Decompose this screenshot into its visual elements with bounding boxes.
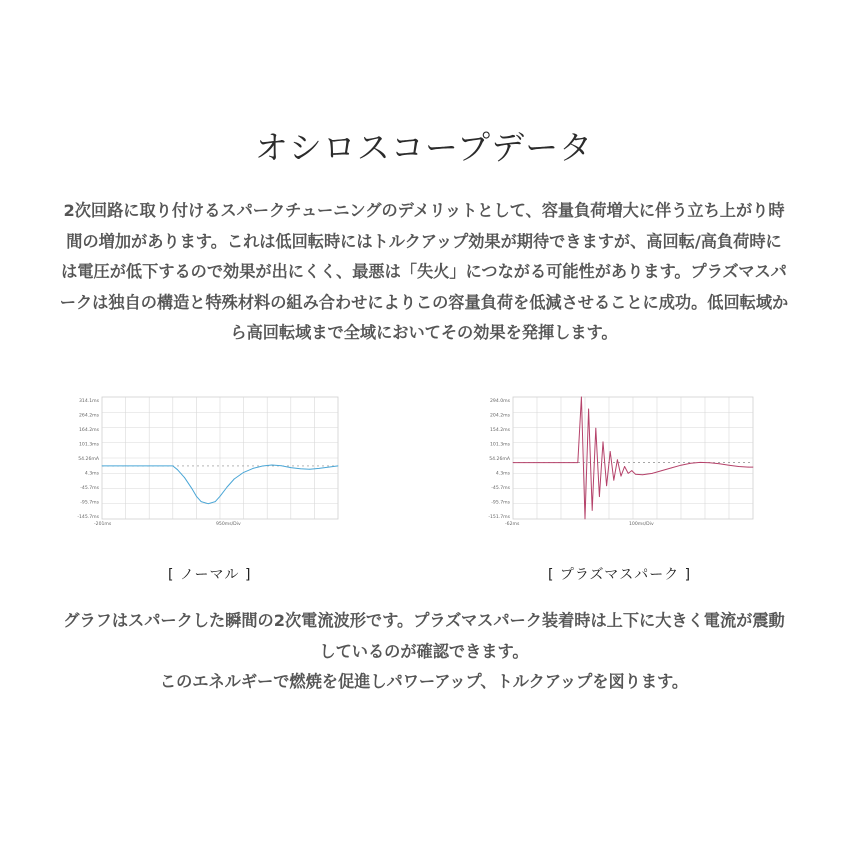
waveform-point (234, 479, 235, 480)
waveform-point (577, 462, 578, 463)
y-tick-label: -151.7ms (488, 515, 510, 520)
y-tick-label: 101.3ms (78, 442, 99, 448)
waveform-point (243, 472, 244, 473)
y-tick-label: 164.2ms (78, 428, 99, 433)
waveform-point (290, 467, 291, 468)
outro-line: しているのが確認できます。 (319, 641, 529, 661)
intro-line: は電圧が低下するので効果が出にくく、最悪は「失火」につながる可能性があります。プラズマスパ (61, 262, 787, 281)
waveform-point (700, 462, 701, 463)
y-tick-label: 294.0ms (489, 399, 510, 404)
waveform-point (177, 469, 178, 470)
waveform-point (262, 466, 263, 467)
outro-text (18, 606, 830, 698)
waveform-point (681, 465, 682, 466)
waveform-point (748, 467, 749, 468)
waveform-point (137, 466, 138, 467)
waveform-point (227, 487, 228, 488)
normal-waveform-chart (76, 393, 340, 527)
page-title: オシロスコープデータ (254, 128, 594, 167)
waveform-point (196, 496, 197, 497)
waveform-point (690, 463, 691, 464)
y-tick-label: 54.26mA (489, 457, 510, 462)
waveform-point (588, 409, 589, 410)
x-tick-label: -201ms (94, 522, 112, 527)
waveform-point (573, 462, 574, 463)
normal-caption: [ ノーマル ] (168, 567, 252, 583)
intro-line: ークは独自の構造と特殊材料の組み合わせによりこの容量負荷を低減させることに成功。低回転域か (59, 292, 789, 312)
waveform-point (172, 466, 173, 467)
waveform-point (592, 510, 593, 511)
waveform-point (319, 468, 320, 469)
y-tick-label: 264.2ms (78, 413, 99, 419)
waveform-point (581, 397, 582, 398)
waveform-point (328, 467, 329, 468)
waveform-point (621, 476, 622, 477)
waveform-point (624, 466, 625, 467)
waveform-point (537, 462, 538, 463)
x-tick-label: 100ms/Div (629, 522, 654, 527)
waveform-point (300, 468, 301, 469)
x-tick-label: -62ms (505, 522, 520, 527)
waveform-point (631, 470, 632, 471)
waveform-point (281, 465, 282, 466)
waveform-point (652, 473, 653, 474)
y-tick-label: 314.1ms (78, 399, 99, 404)
y-tick-label: -45.7ms (80, 486, 99, 491)
waveform-point (635, 474, 636, 475)
waveform-point (729, 465, 730, 466)
plasma-caption: [ プラズマスパーク ] (548, 567, 692, 583)
y-tick-label: 154.2ms (489, 428, 510, 433)
waveform-point (738, 466, 739, 467)
x-tick-label: 950ms/Div (216, 522, 241, 527)
waveform-point (595, 428, 596, 429)
waveform-point (338, 466, 339, 467)
y-tick-label: 54.26mA (78, 457, 99, 462)
y-tick-label: -95.7ms (491, 500, 510, 506)
waveform-point (201, 501, 202, 502)
y-tick-label: 4.3ms (84, 471, 99, 477)
waveform-point (149, 466, 150, 467)
waveform-point (513, 462, 514, 463)
waveform-point (599, 496, 600, 497)
waveform-point (184, 477, 185, 478)
y-tick-label: 204.2ms (489, 413, 510, 419)
waveform-point (102, 466, 103, 467)
outro-line: このエネルギーで燃焼を促進しパワーアップ、トルクアップを図ります。 (159, 672, 689, 691)
waveform-point (753, 467, 754, 468)
waveform-point (628, 473, 629, 474)
waveform-point (709, 462, 710, 463)
plasma-waveform-chart (487, 393, 755, 527)
intro-line: 間の増加があります。これは低回転時にはトルクアップ効果が期待できますが、高回転/高負荷時に (66, 231, 782, 251)
waveform-point (215, 501, 216, 502)
waveform-point (253, 468, 254, 469)
y-tick-label: 4.3ms (495, 471, 510, 477)
waveform-point (208, 503, 209, 504)
waveform-point (671, 467, 672, 468)
waveform-point (220, 496, 221, 497)
waveform-point (309, 469, 310, 470)
waveform-point (549, 462, 550, 463)
plasma-waveform-svg (487, 393, 755, 527)
waveform-point (161, 466, 162, 467)
waveform-point (113, 466, 114, 467)
y-tick-label: -95.7ms (80, 500, 99, 506)
waveform-point (719, 463, 720, 464)
normal-waveform-svg (76, 393, 340, 527)
intro-line: 2次回路に取り付けるスパークチューニングのデメリットとして、容量負荷増大に伴う立ち上がり時 (63, 201, 785, 220)
waveform-point (561, 462, 562, 463)
waveform-point (610, 451, 611, 452)
waveform-point (617, 459, 618, 460)
waveform-point (661, 470, 662, 471)
y-tick-label: -145.7ms (77, 515, 99, 520)
waveform-point (191, 488, 192, 489)
waveform-point (642, 474, 643, 475)
waveform-point (272, 465, 273, 466)
outro-line: グラフはスパークした瞬間の2次電流波形です。プラズマスパーク装着時は上下に大きく電流が震動 (63, 611, 785, 630)
waveform-point (613, 480, 614, 481)
waveform-point (125, 466, 126, 467)
waveform-point (585, 518, 586, 519)
waveform-point (603, 441, 604, 442)
waveform-point (525, 462, 526, 463)
intro-line: ら高回転域まで全域においてその効果を発揮します。 (230, 323, 618, 342)
waveform-point (606, 485, 607, 486)
intro-text (18, 196, 830, 349)
y-tick-label: 101.3ms (489, 442, 510, 448)
y-tick-label: -45.7ms (491, 486, 510, 491)
